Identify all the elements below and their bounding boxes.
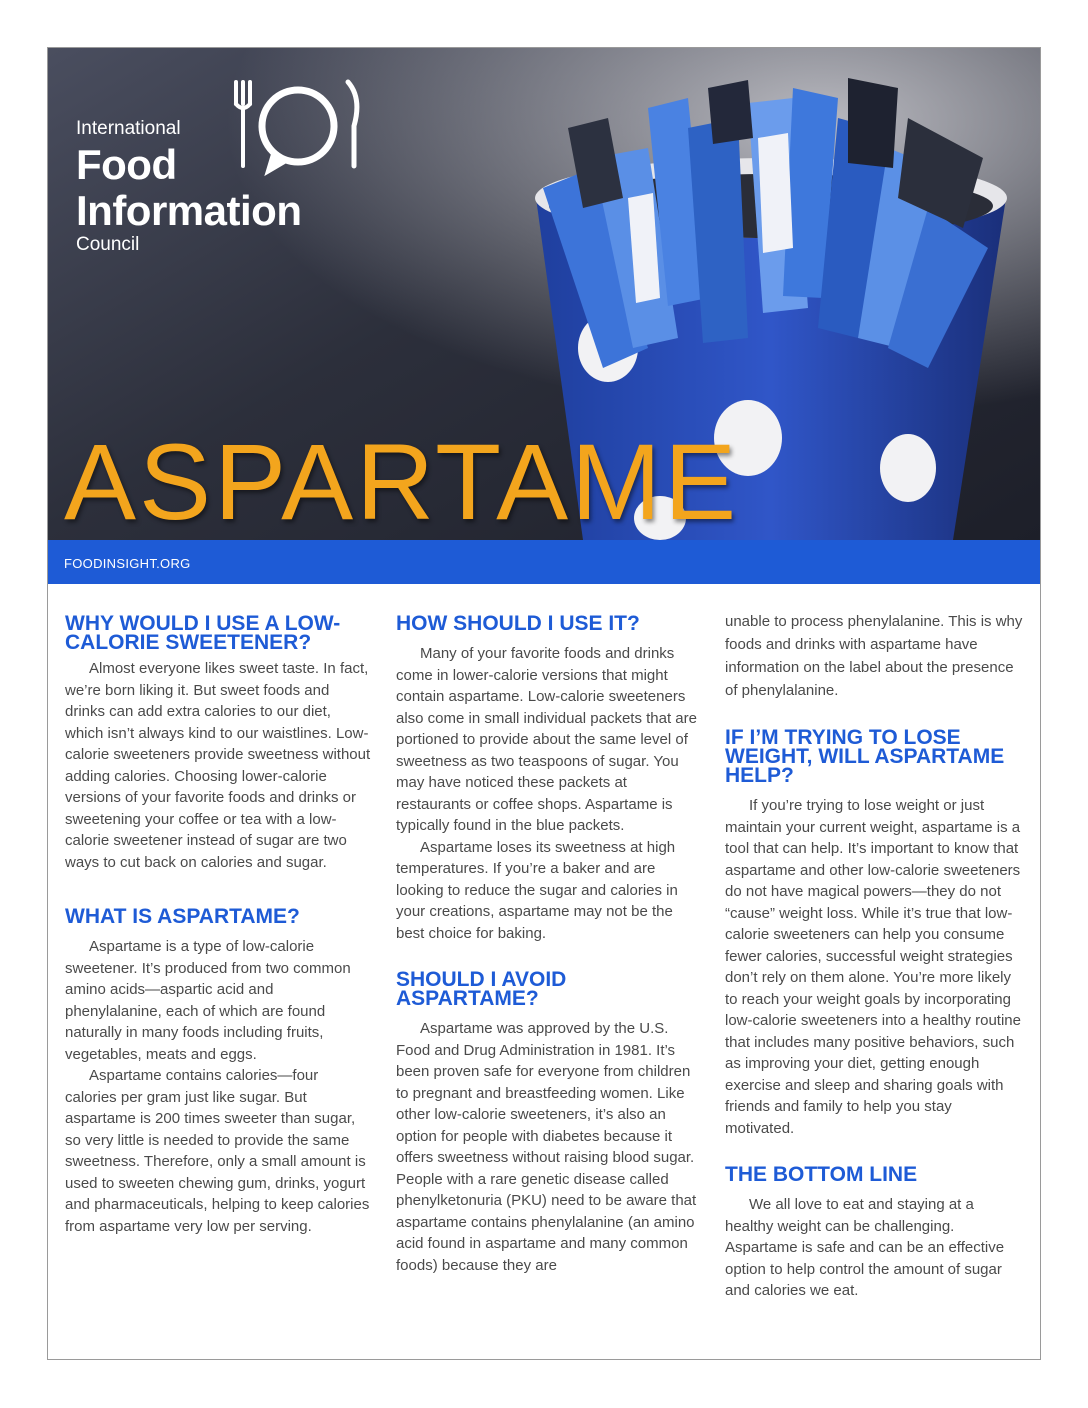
plate-fork-knife-icon: [230, 78, 370, 188]
logo-line-council: Council: [76, 234, 140, 255]
page-title: ASPARTAME: [64, 421, 740, 540]
heading-bottom-line: THE BOTTOM LINE: [725, 1163, 918, 1186]
column-3: [725, 610, 1025, 1302]
paragraph-what-is-1: Aspartame is a type of low-calorie sweetener. It’s produced from two common amino acids—aspartic acid and phenylalanine, each of which are found naturally in many foods including fruits, vegetables, meats and eggs.: [65, 938, 351, 1063]
column-1: [65, 614, 371, 1237]
paragraph-should-avoid: Aspartame was approved by the U.S. Food and Drug Administration in 1981. It’s been proven safe for everyone from children to pregnant and breastfeeding women. Like other low-calorie sweeteners, it’s also an option for people with diabetes because it offers sweetness without raising blood sugar. People with a rare genetic disease called phenylketonuria (PKU) need to be aware that aspartame contains phenylalanine (an amino acid found in aspartame and many common foods) because they are: [396, 1020, 697, 1274]
site-url[interactable]: FOODINSIGHT.ORG: [64, 556, 191, 571]
paragraph-should-avoid-continued: unable to process phenylalanine. This is why foods and drinks with aspartame have information on the label about the presence of phenylalanine.: [725, 613, 1023, 699]
heading-how-use: HOW SHOULD I USE IT?: [396, 612, 640, 635]
heading-lose-weight: IF I’M TRYING TO LOSE WEIGHT, WILL ASPARTAME HELP?: [725, 726, 1005, 787]
heading-should-avoid: SHOULD I AVOID ASPARTAME?: [396, 968, 567, 1010]
page-frame: [47, 47, 1041, 1360]
column-2: [396, 614, 702, 1276]
logo-line-international: International: [76, 118, 181, 139]
paragraph-lose-weight: If you’re trying to lose weight or just maintain your current weight, aspartame is a tool that can help. It’s important to know that aspartame and other low-calorie sweeteners do not have magical powers—they do not “cause” weight loss. While it’s true that low-calorie sweeteners can help you consume fewer calories, successful weight strategies don’t rely on them alone. You’re more likely to reach your weight goals by incorporating low-calorie sweeteners into a healthy routine that includes many positive behaviors, such as improving your diet, getting enough exercise and sleep and sharing goals with friends and family to help you stay motivated.: [725, 797, 1021, 1137]
paragraph-what-is-2: Aspartame contains calories—four calories per gram just like sugar. But aspartame is 200 times sweeter than sugar, so very little is needed to provide the same sweetness. Therefore, only a small amount is used to sweeten chewing gum, drinks, yogurt and pharmaceuticals, helping to keep calories from aspartame very low per serving.: [65, 1067, 370, 1235]
url-bar: [48, 540, 1040, 584]
hero-banner: [48, 48, 1040, 540]
paragraph-how-use-2: Aspartame loses its sweetness at high temperatures. If you’re a baker and are looking to reduce the sugar and calories in your creations, aspartame may not be the best choice for baking.: [396, 838, 678, 942]
logo-line-food: Food: [76, 141, 177, 188]
paragraph-how-use-1: Many of your favorite foods and drinks come in lower-calorie versions that might contain aspartame. Low-calorie sweeteners also come in small individual packets that are portioned to provide about the same level of sweetness as two teaspoons of sugar. You may have noticed these packets at restaurants or coffee shops. Aspartame is typically found in the blue packets.: [396, 645, 697, 834]
paragraph-why-use: Almost everyone likes sweet taste. In fact, we’re born liking it. But sweet foods and drinks can add extra calories to our diet, which isn’t always kind to our waistlines. Low-calorie sweeteners provide sweetness without adding calories. Choosing lower-calorie versions of your favorite foods and drinks or sweetening your coffee or tea with a low-calorie sweetener instead of sugar are two ways to cut back on calories and sugar.: [65, 660, 371, 871]
heading-what-is: WHAT IS ASPARTAME?: [65, 905, 300, 928]
paragraph-bottom-line: We all love to eat and staying at a healthy weight can be challenging. Aspartame is safe and can be an effective option to help control the amount of sugar and calories we eat.: [725, 1196, 1005, 1299]
heading-why-use: WHY WOULD I USE A LOW-CALORIE SWEETENER?: [65, 612, 341, 654]
logo-line-information: Information: [76, 187, 302, 234]
